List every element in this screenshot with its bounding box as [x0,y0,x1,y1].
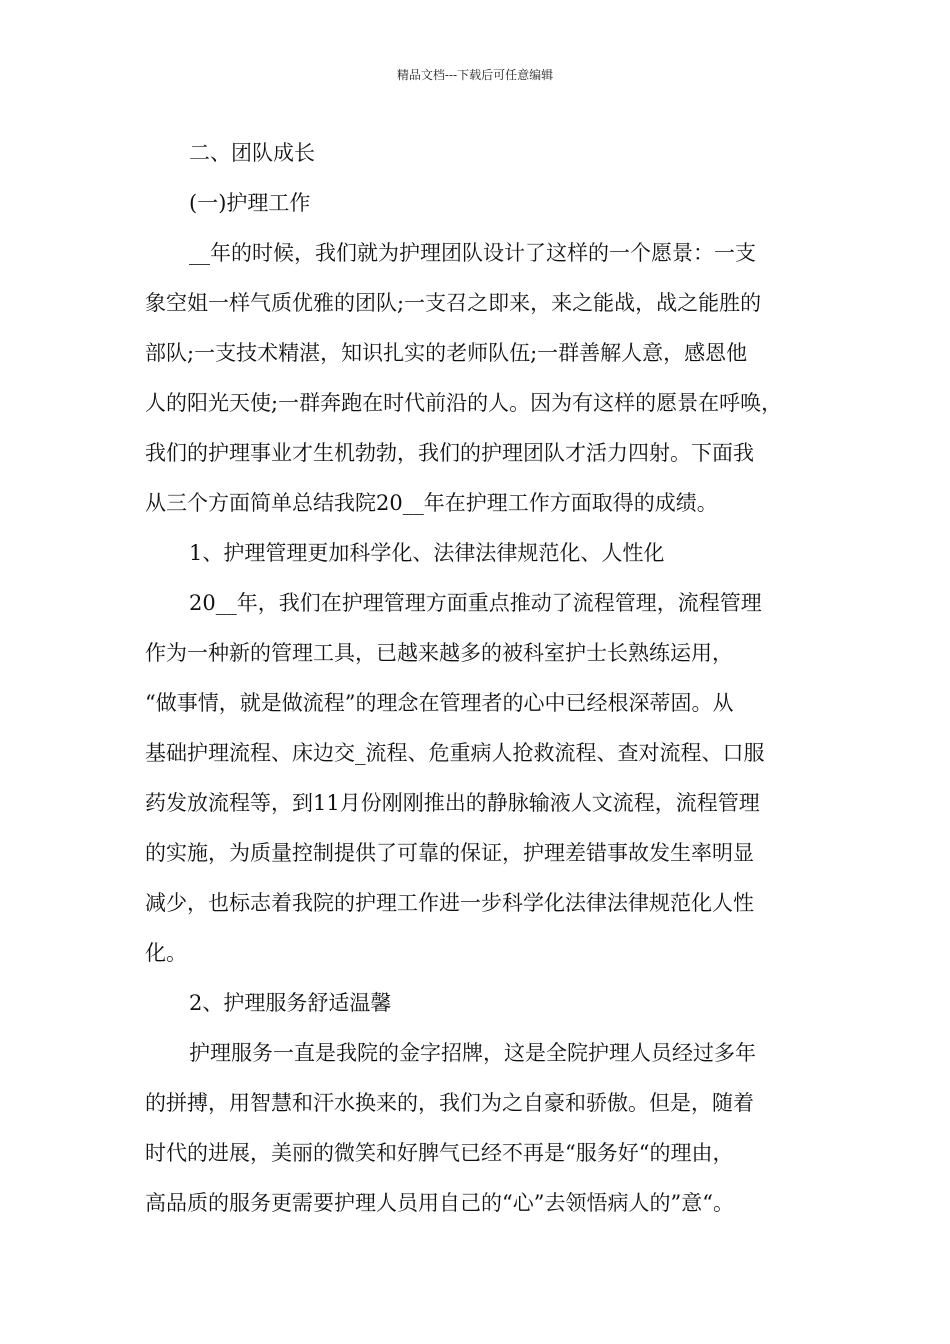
text-line: 的实施，为质量控制提供了可靠的保证，护理差错事故发生率明显 [145,841,754,865]
text-line: 作为一种新的管理工具，已越来越多的被科室护士长熟练运用， [145,641,733,665]
text-line: 二、团队成长 [189,141,315,165]
text-line: 护理服务一直是我院的金字招牌，这是全院护理人员经过多年 [189,1041,756,1065]
page-header: 精品文档---下载后可任意编辑 [396,68,554,82]
text-line: 化。 [145,941,187,965]
text-line: 的拼搏，用智慧和汗水换来的，我们为之自豪和骄傲。但是，随着 [145,1091,754,1115]
text-line: 人的阳光天使;一群奔跑在时代前沿的人。因为有这样的愿景在呼唤， [145,391,783,415]
text-line: 基础护理流程、床边交_流程、危重病人抢救流程、查对流程、口服 [145,741,765,765]
text-line: 我们的护理事业才生机勃勃，我们的护理团队才活力四射。下面我 [145,441,754,465]
text-line: (一)护理工作 [189,191,311,215]
text-line: 药发放流程等，到11月份刚刚推出的静脉输液人文流程，流程管理 [145,791,760,815]
text-line: 减少，也标志着我院的护理工作进一步科学化法律法律规范化人性 [145,891,754,915]
text-line: 高品质的服务更需要护理人员用自己的“心”去领悟病人的”意“。 [145,1191,734,1215]
text-line: 部队;一支技术精湛，知识扎实的老师队伍;一群善解人意，感恩他 [145,341,748,365]
text-line: __年的时候，我们就为护理团队设计了这样的一个愿景：一支 [189,241,756,265]
text-line: 20__年，我们在护理管理方面重点推动了流程管理，流程管理 [189,591,762,615]
text-line: 时代的进展，美丽的微笑和好脾气已经不再是“服务好“的理由， [145,1141,734,1165]
text-line: “做事情，就是做流程”的理念在管理者的心中已经根深蒂固。从 [145,691,734,715]
document-body [145,128,835,1228]
text-line: 象空姐一样气质优雅的团队;一支召之即来，来之能战，战之能胜的 [145,291,762,315]
text-line: 从三个方面简单总结我院20__年在护理工作方面取得的成绩。 [145,491,718,515]
text-line: 1、护理管理更加科学化、法律法律规范化、人性化 [189,541,665,565]
text-line: 2、护理服务舒适温馨 [189,991,392,1015]
